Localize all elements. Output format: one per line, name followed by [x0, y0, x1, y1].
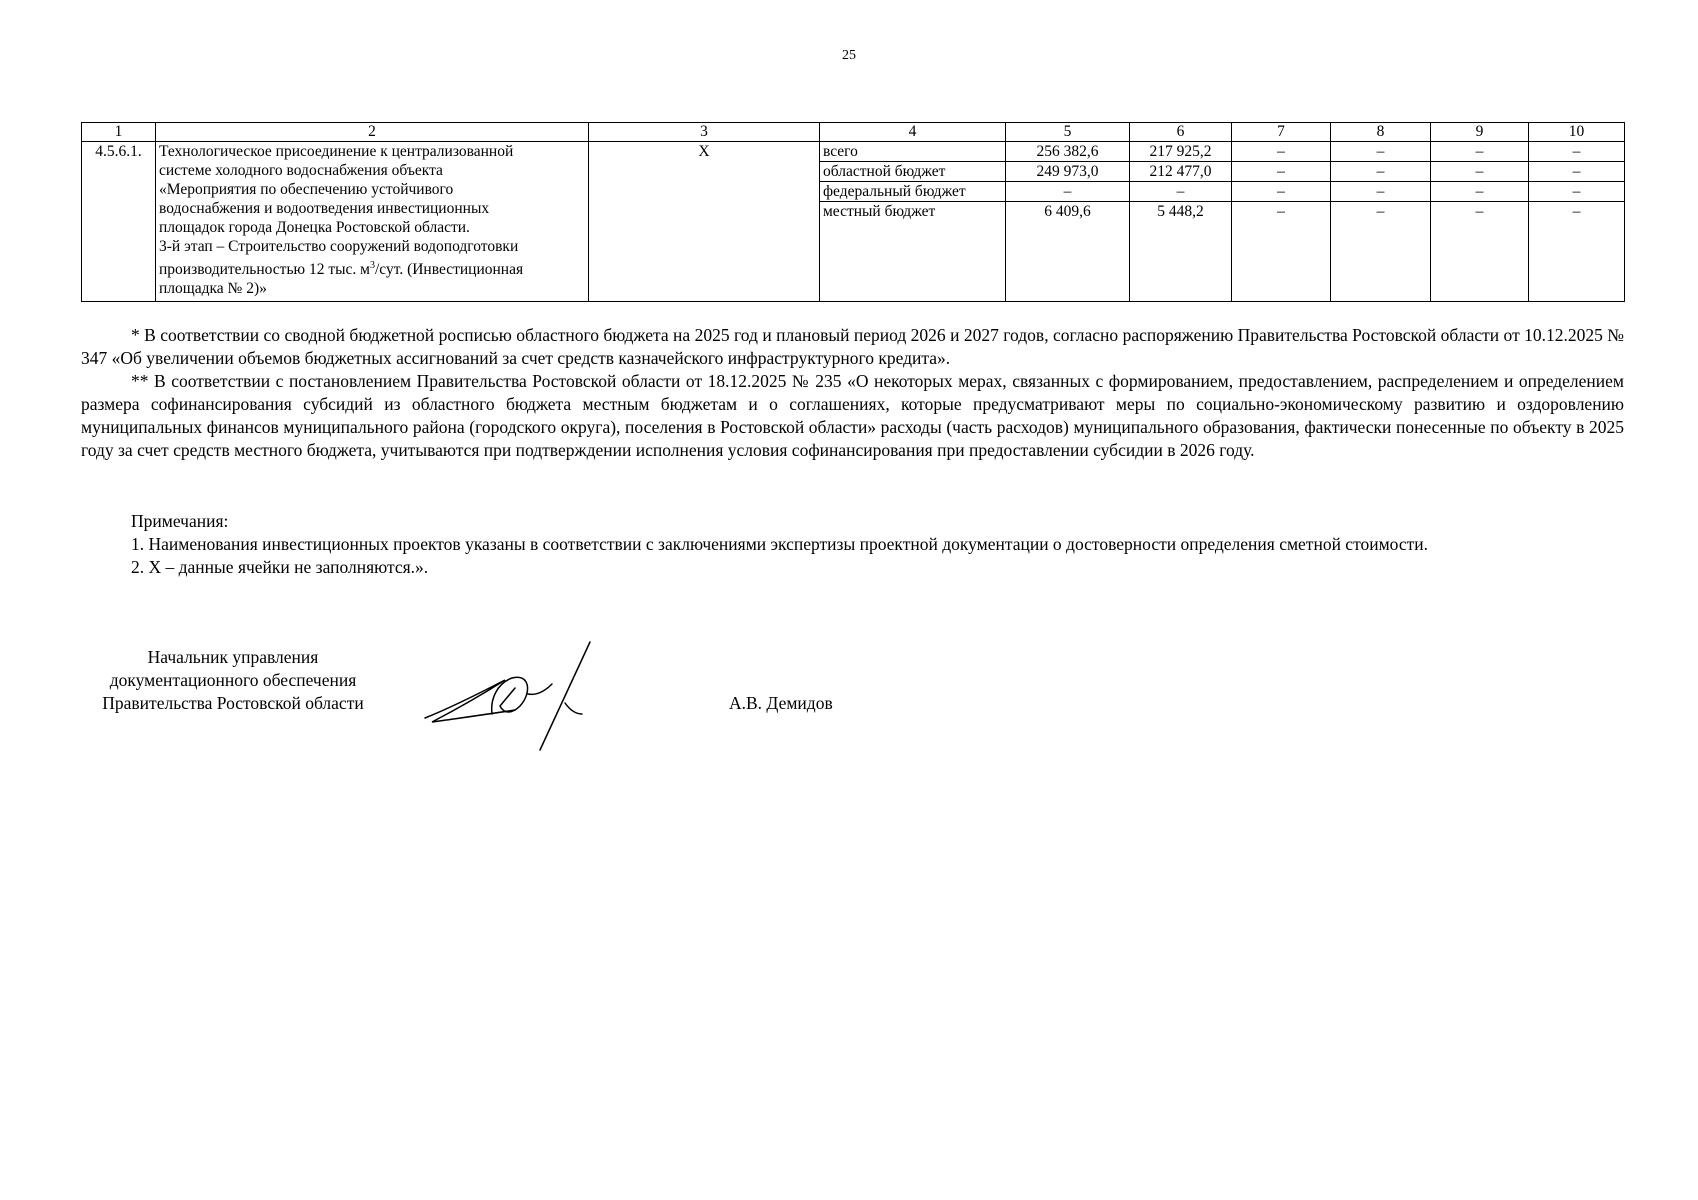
position-line: Правительства Ростовской области: [102, 693, 364, 713]
funding-source: местный бюджет: [820, 202, 1006, 302]
value-cell: –: [1331, 182, 1431, 202]
description-line: «Мероприятия по обеспечению устойчивого: [159, 181, 454, 198]
page-number: 25: [842, 48, 856, 63]
signatory-position: [78, 646, 388, 715]
project-description: [156, 142, 589, 302]
column-header: 3: [589, 123, 820, 142]
column-header: 4: [820, 123, 1006, 142]
value-cell: –: [1232, 202, 1331, 302]
description-line: системе холодного водоснабжения объекта: [159, 162, 443, 179]
notes: [131, 510, 1631, 579]
value-cell: –: [1006, 182, 1130, 202]
funding-source: всего: [820, 142, 1006, 162]
table-header-row: [82, 123, 1625, 142]
footnote-first: * В соответствии со сводной бюджетной росписью областного бюджета на 2025 год и плановый период 2026 и 2027 годов, согласно распоряжению Правительства Ростовской области от 10.12.2025 № 347 «Об увеличении объемов бюджетных ассигнований за счет средств казначейского инфраструктурного кредита».: [81, 325, 1624, 368]
funding-source: областной бюджет: [820, 162, 1006, 182]
column-header: 7: [1232, 123, 1331, 142]
value-cell: –: [1431, 182, 1529, 202]
value-cell: 217 925,2: [1130, 142, 1232, 162]
description-text: производительностью 12 тыс. м: [159, 261, 370, 279]
value-cell: –: [1431, 202, 1529, 302]
value-cell: –: [1232, 142, 1331, 162]
column-header: 6: [1130, 123, 1232, 142]
value-cell: 6 409,6: [1006, 202, 1130, 302]
note-item: 2. Х – данные ячейки не заполняются.».: [131, 557, 429, 577]
value-cell: 212 477,0: [1130, 162, 1232, 182]
column-header: 9: [1431, 123, 1529, 142]
funding-source: федеральный бюджет: [820, 182, 1006, 202]
description-line: площадка № 2)»: [159, 280, 267, 298]
footnote-second: ** В соответствии с постановлением Правительства Ростовской области от 18.12.2025 № 235 «О некоторых мерах, связанных с формированием, предоставлением, распределением и определением размера софинансирования субсидий из областного бюджета местным бюджетам и о соглашениях, которые предусматривают меры по социально-экономическому развитию и оздоровлению муниципальных финансов муниципального района (городского округа), поселения в Ростовской области» расходы (часть расходов) муниципального образования, фактически понесенные по объекту в 2025 году за счет средств местного бюджета, учитываются при подтверждении исполнения условия софинансирования при предоставлении субсидии в 2026 году.: [81, 371, 1624, 460]
note-item: 1. Наименования инвестиционных проектов указаны в соответствии с заключениями экспертизы проектной документации о достоверности определения сметной стоимости.: [131, 534, 1429, 554]
superscript: 3: [369, 260, 375, 271]
description-line: водоснабжения и водоотведения инвестиционных: [159, 200, 490, 217]
value-cell: –: [1529, 182, 1625, 202]
column-header: 5: [1006, 123, 1130, 142]
value-cell: 5 448,2: [1130, 202, 1232, 302]
value-cell: –: [1431, 142, 1529, 162]
notes-title: Примечания:: [131, 511, 229, 531]
row-code: 4.5.6.1.: [82, 142, 156, 302]
value-cell: –: [1529, 142, 1625, 162]
value-cell: –: [1130, 182, 1232, 202]
value-cell: –: [1529, 202, 1625, 302]
position-line: документационного обеспечения: [109, 670, 357, 690]
column-header: 10: [1529, 123, 1625, 142]
value-cell: –: [1232, 182, 1331, 202]
description-line: Технологическое присоединение к централизованной: [159, 143, 514, 160]
column-header: 2: [156, 123, 589, 142]
position-line: Начальник управления: [147, 647, 319, 667]
column-header: 1: [82, 123, 156, 142]
value-cell: –: [1331, 142, 1431, 162]
value-cell: –: [1529, 162, 1625, 182]
value-cell: 256 382,6: [1006, 142, 1130, 162]
footnotes: [81, 324, 1624, 462]
value-cell: –: [1331, 162, 1431, 182]
signer-name: А.В. Демидов: [729, 693, 833, 713]
description-text: /сут. (Инвестиционная: [374, 261, 524, 279]
budget-table: [81, 122, 1625, 302]
description-line: 3-й этап – Строительство сооружений водоподготовки: [159, 238, 519, 255]
value-cell: –: [1232, 162, 1331, 182]
description-line: [159, 256, 585, 279]
column-header: 8: [1331, 123, 1431, 142]
value-cell: –: [1431, 162, 1529, 182]
column-3-value: Х: [589, 142, 820, 302]
value-cell: –: [1331, 202, 1431, 302]
handwritten-signature: [420, 638, 640, 753]
description-line: площадок города Донецка Ростовской области.: [159, 219, 470, 236]
table-row: [82, 142, 1625, 162]
value-cell: 249 973,0: [1006, 162, 1130, 182]
